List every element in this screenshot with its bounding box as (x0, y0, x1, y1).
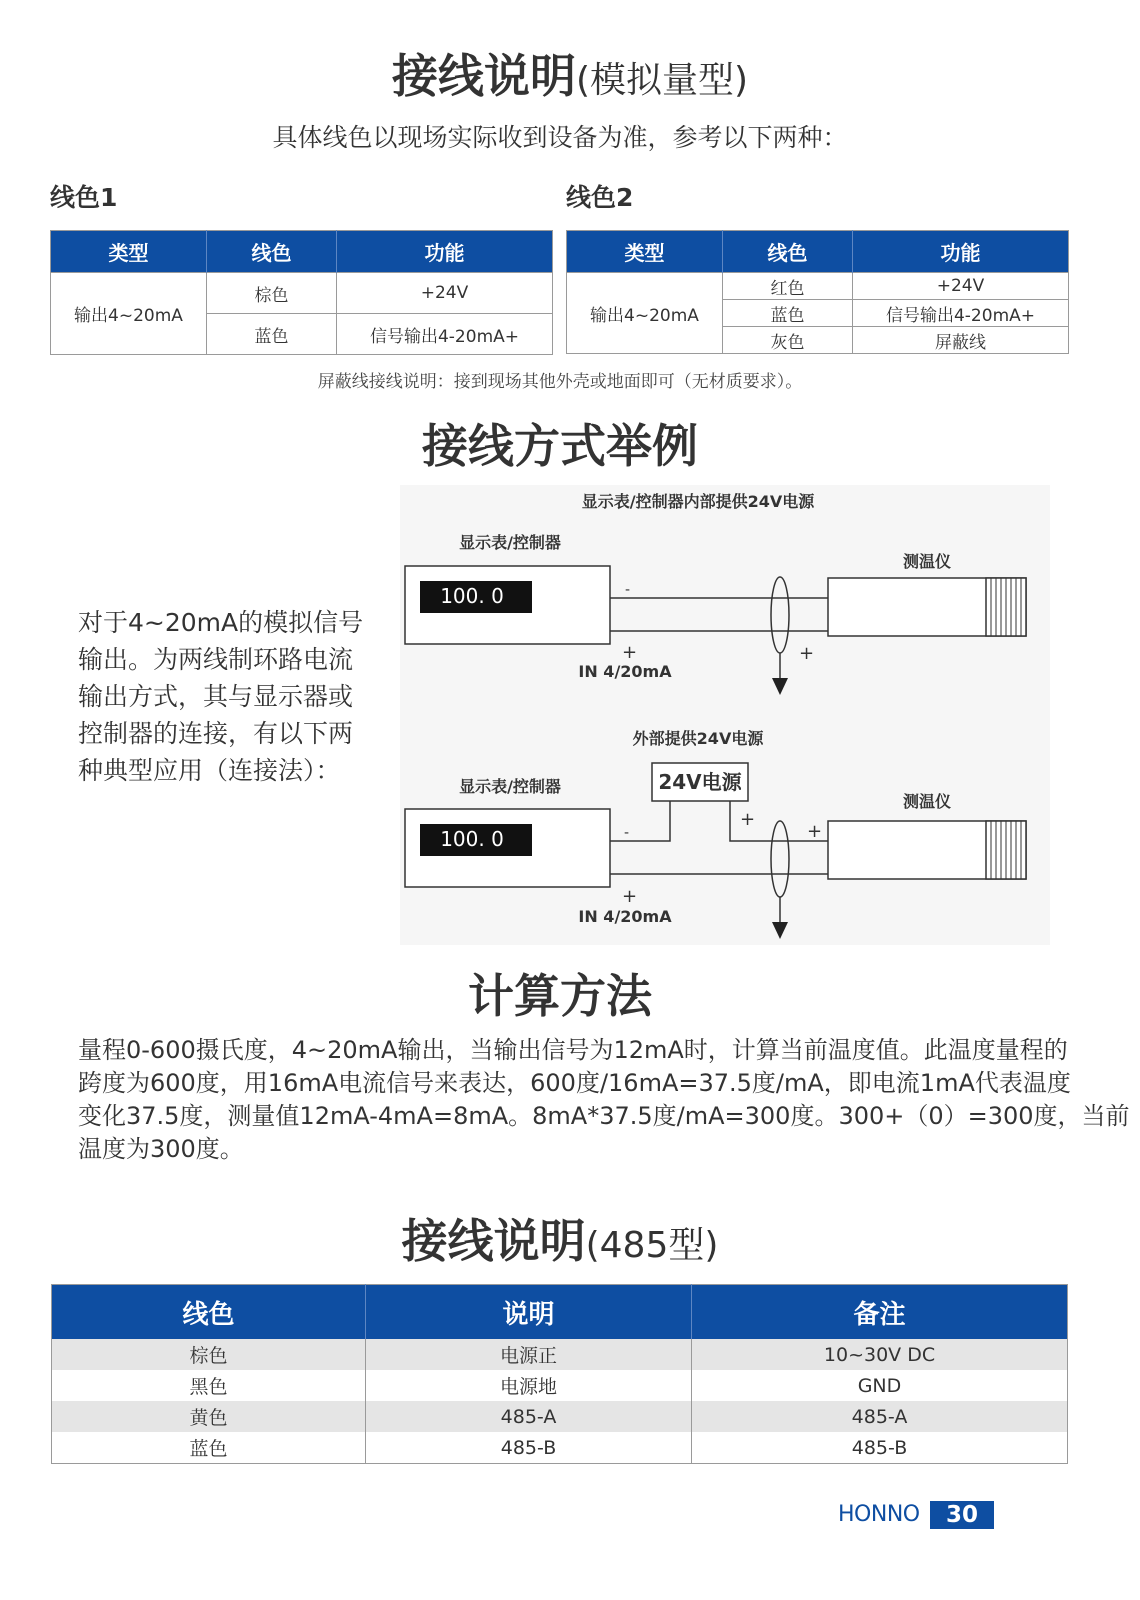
wire-table-1-label: 线色1 (50, 183, 118, 212)
table-row (52, 1401, 1068, 1432)
table-header: 功能 (853, 231, 1069, 273)
minus-sign: - (625, 582, 631, 598)
display-value: 100. 0 (440, 827, 504, 851)
table-cell: 485-B (366, 1432, 692, 1464)
rs485-table (51, 1284, 1068, 1464)
function-cell: 信号输出4-20mA+ (853, 300, 1069, 327)
table-cell: 棕色 (52, 1339, 366, 1370)
function-cell: 信号输出4-20mA+ (337, 314, 553, 355)
input-label: IN 4/20mA (578, 907, 672, 926)
table-row (52, 1432, 1068, 1464)
table-cell: 黄色 (52, 1401, 366, 1432)
function-cell: +24V (337, 273, 553, 314)
color-cell: 蓝色 (723, 300, 853, 327)
display-value: 100. 0 (440, 584, 504, 608)
analog-subtitle: 具体线色以现场实际收到设备为准，参考以下两种： (272, 123, 848, 152)
wire-table-2 (566, 230, 1069, 354)
minus-sign: - (624, 825, 630, 841)
power-label: 24V电源 (658, 770, 742, 794)
function-cell: 屏蔽线 (853, 327, 1069, 354)
controller-label: 显示表/控制器 (459, 533, 561, 552)
table-cell: 电源地 (366, 1370, 692, 1401)
example-title: 接线方式举例 (422, 419, 698, 473)
sensor-fins (986, 578, 1026, 636)
plus-sign: + (622, 642, 638, 663)
controller-label: 显示表/控制器 (459, 777, 561, 796)
page-number: 30 (930, 1501, 994, 1529)
example-description: 对于4~20mA的模拟信号输出。为两线制环路电流输出方式，其与显示器或控制器的连接，有以下两种典型应用（连接法）： (78, 608, 364, 785)
rs485-title: 接线说明(485型) (401, 1214, 719, 1268)
function-cell: +24V (853, 273, 1069, 300)
calc-line: 量程0-600摄氏度，4~20mA输出，当输出信号为12mA时，计算当前温度值。此温度量程的 (78, 1036, 1068, 1064)
shield-note: 屏蔽线接线说明：接到现场其他外壳或地面即可（无材质要求）。 (317, 372, 803, 392)
table-header: 线色 (52, 1285, 366, 1340)
table-header: 备注 (692, 1285, 1068, 1340)
table-cell: 485-A (692, 1401, 1068, 1432)
calc-line: 变化37.5度，测量值12mA-4mA=8mA。8mA*37.5度/mA=300度。300+（0）=300度，当前 (78, 1102, 1130, 1130)
input-label: IN 4/20mA (578, 662, 672, 681)
wiring-diagrams (400, 485, 1050, 945)
type-cell: 输出4~20mA (51, 273, 207, 355)
wire-table-1 (50, 230, 553, 355)
table-row (52, 1370, 1068, 1401)
calc-line: 跨度为600度，用16mA电流信号来表达，600度/16mA=37.5度/mA，即电流1mA代表温度 (78, 1069, 1071, 1097)
calc-title: 计算方法 (468, 969, 652, 1023)
table-header: 线色 (207, 231, 337, 273)
table-header: 类型 (51, 231, 207, 273)
table-cell: GND (692, 1370, 1068, 1401)
table-row (52, 1339, 1068, 1370)
color-cell: 灰色 (723, 327, 853, 354)
calc-body (78, 1034, 1130, 1166)
sensor-label: 测温仪 (902, 792, 952, 811)
color-cell: 棕色 (207, 273, 337, 314)
wire-table-2-label: 线色2 (566, 183, 634, 212)
color-cell: 蓝色 (207, 314, 337, 355)
table-cell: 黑色 (52, 1370, 366, 1401)
table-header: 线色 (723, 231, 853, 273)
diagram-1-caption: 显示表/控制器内部提供24V电源 (581, 492, 815, 511)
plus-sign: + (622, 886, 638, 907)
table-header: 说明 (366, 1285, 692, 1340)
calc-line: 温度为300度。 (78, 1135, 244, 1163)
table-header: 类型 (567, 231, 723, 273)
diagram-2-caption: 外部提供24V电源 (632, 729, 764, 748)
table-cell: 485-B (692, 1432, 1068, 1464)
table-cell: 电源正 (366, 1339, 692, 1370)
plus-sign: + (807, 821, 823, 842)
plus-sign: + (799, 643, 815, 664)
table-cell: 蓝色 (52, 1432, 366, 1464)
table-cell: 10~30V DC (692, 1339, 1068, 1370)
sensor-label: 测温仪 (902, 552, 952, 571)
analog-title: 接线说明(模拟量型) (391, 49, 749, 103)
color-cell: 红色 (723, 273, 853, 300)
table-header: 功能 (337, 231, 553, 273)
footer-brand: HONNO (838, 1502, 920, 1527)
plus-sign: + (740, 809, 756, 830)
type-cell: 输出4~20mA (567, 273, 723, 354)
sensor-fins (986, 821, 1026, 879)
table-cell: 485-A (366, 1401, 692, 1432)
